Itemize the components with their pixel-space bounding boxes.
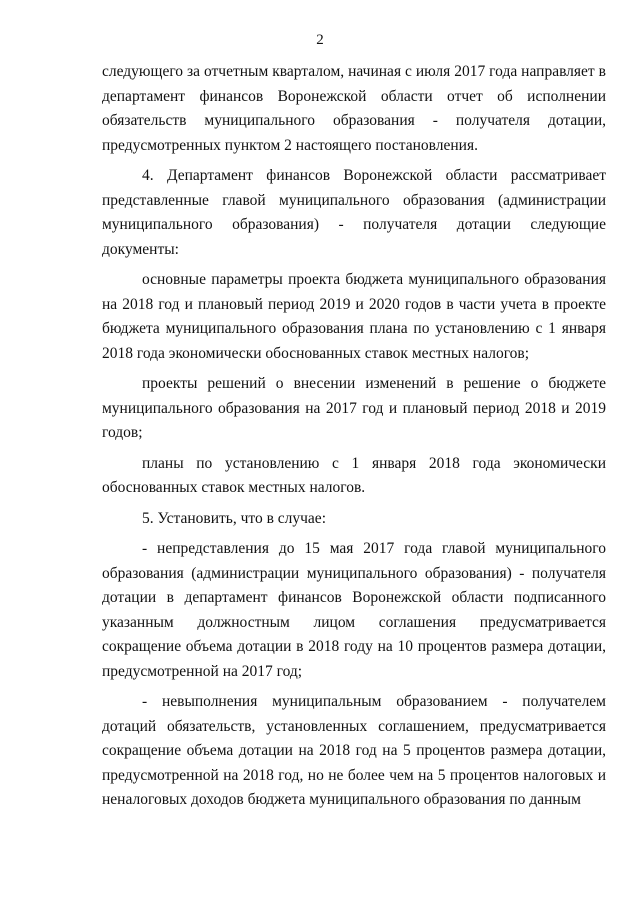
paragraph-tax-plans: планы по установлению с 1 января 2018 года экономически обоснованных ставок местных налогов.	[102, 454, 606, 496]
paragraph-draft-decisions: проекты решений о внесении изменений в решение о бюджете муниципального образования на 2017 год и плановый период 2018 и 2019 годов;	[102, 375, 606, 441]
paragraph-budget-parameters: основные параметры проекта бюджета муниципального образования на 2018 год и плановый период 2019 и 2020 годов в части учета в проекте бюджета муниципального образования плана по установлению с 1 января 2018 года экономически обоснованных ставок местных налогов;	[102, 271, 606, 362]
paragraph-item-5: 5. Установить, что в случае:	[142, 509, 326, 527]
paragraph-non-submission: - непредставления до 15 мая 2017 года главой муниципального образования (администрации муниципального образования) - получателя дотации в департамент финансов Воронежской области подписанного указанным должностным лицом соглашения предусматривается сокращение объема дотации в 2018 году на 10 процентов размера дотации, предусмотренной на 2017 год;	[102, 540, 606, 680]
paragraph-item-4: 4. Департамент финансов Воронежской области рассматривает представленные главой муниципального образования (администрации муниципального образования) - получателя дотации следующие документы:	[102, 167, 606, 258]
paragraph-continuation: следующего за отчетным кварталом, начиная с июля 2017 года направляет в департамент финансов Воронежской области отчет об исполнении обязательств муниципального образования - получателя дотации, предусмотренных пунктом 2 настоящего постановления.	[102, 63, 606, 154]
page-number: 2	[316, 32, 324, 48]
paragraph-non-fulfillment: - невыполнения муниципальным образованием - получателем дотаций обязательств, установленных соглашением, предусматривается сокращение объема дотации на 2018 год на 5 процентов размера дотации, предусмотренной на 2018 год, но не более чем на 5 процентов налоговых и неналоговых доходов бюджета муниципального образования по данным	[102, 693, 606, 808]
document-body	[102, 60, 606, 819]
